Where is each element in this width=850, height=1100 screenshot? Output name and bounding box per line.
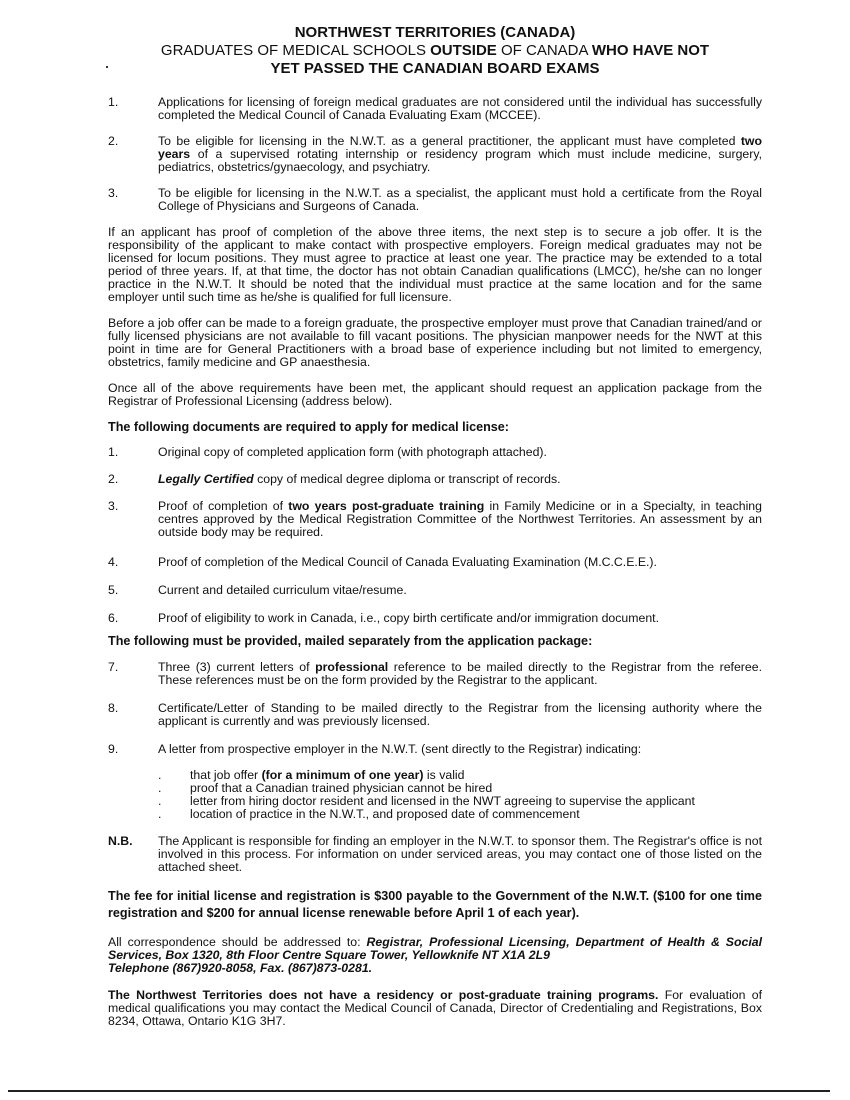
intro-item: 3. To be eligible for licensing in the N.W.T. as a specialist, the applicant must hold a certificate from the Royal College of Physicians and Surgeons of Canada. [108,186,762,213]
closing-statement: The Northwest Territories does not have a residency or post-graduate training programs. For evaluation of medical qualifications you may contact the Medical Council of Canada, Director of Credentialing and Registrations, Box 8234, Ottawa, Ontario K1G 3H7. [108,988,762,1028]
bullet-item: . that job offer (for a minimum of one year) is valid [158,768,465,782]
document-item: 1. Original copy of completed application form (with photograph attached). [108,445,547,459]
document-item: 2. Legally Certified copy of medical degree diploma or transcript of records. [108,472,561,486]
document-item: 6. Proof of eligibility to work in Canada, i.e., copy birth certificate and/or immigration document. [108,611,659,625]
mail-item: 9. A letter from prospective employer in the N.W.T. (sent directly to the Registrar) indicating: [108,742,642,756]
bullet-item: . location of practice in the N.W.T., and proposed date of commencement [158,807,580,821]
intro-item: 2. To be eligible for licensing in the N.W.T. as a general practitioner, the applicant must have completed two years of a supervised rotating internship or residency program which must include medicine, surgery, pediatrics, obstetrics/gynaecology, and psychiatry. [108,134,762,174]
footer-rule [8,1090,830,1092]
bullet-item: . letter from hiring doctor resident and licensed in the NWT agreeing to supervise the applicant [158,794,695,808]
mail-item: 7. Three (3) current letters of professional reference to be mailed directly to the Registrar from the referee. These references must be on the form provided by the Registrar to the applicant. [108,660,762,687]
paragraph: Once all of the above requirements have been met, the applicant should request an application package from the Registrar of Professional Licensing (address below). [108,381,762,408]
fee-statement: The fee for initial license and registration is $300 payable to the Government of the N.W.T. ($100 for one time registration and $200 for annual license renewable before April 1 of each year). [108,889,762,920]
document-item: 4. Proof of completion of the Medical Council of Canada Evaluating Examination (M.C.C.E.E.). [108,555,657,569]
paragraph: If an applicant has proof of completion of the above three items, the next step is to secure a job offer. It is the responsibility of the applicant to make contact with prospective employers. Foreign medical graduates may not be licensed for locum positions. They must agree to practice at least one year. The practice may be extended to a total period of three years. If, at that time, the doctor has not obtain Canadian qualifications (LMCC), he/she can no longer practice in the N.W.T. It should be noted that the individual must practice at the same location and for the same employer until such time as he/she is qualified for full licensure. [108,225,762,304]
document-item: 5. Current and detailed curriculum vitae/resume. [108,583,407,597]
title-line-1: NORTHWEST TERRITORIES (CANADA) [294,24,576,41]
correspondence: All correspondence should be addressed to: Registrar, Professional Licensing, Department of Health & Social Services, Box 1320, 8th Floor Centre Square Tower, Yellowknife NT X1A 2L9 Telephone (867)920-8058, Fax. (867)873-0281. [108,935,762,975]
bullet-item: . proof that a Canadian trained physician cannot be hired [158,781,493,795]
paragraph: Before a job offer can be made to a foreign graduate, the prospective employer must prove that Canadian trained/and or fully licensed physicians are not available to fill vacant positions. The physician manpower needs for the NWT at this point in time are for General Practitioners with a broad base of experience including but not limited to emergency, obstetrics, family medicine and GP anaesthesia. [108,316,762,369]
letter-body [108,24,762,1028]
mail-item: 8. Certificate/Letter of Standing to be mailed directly to the Registrar from the licensing authority where the applicant is currently and was previously licensed. [108,701,762,728]
title-line-3: YET PASSED THE CANADIAN BOARD EXAMS [270,60,600,77]
document-title [108,24,762,78]
nb-note: N.B. The Applicant is responsible for finding an employer in the N.W.T. to sponsor them. The Registrar's office is not involved in this process. For information on under serviced areas, you may contact one of those listed on the attached sheet. [108,834,762,874]
scan-speck [106,66,108,68]
title-line-2: GRADUATES OF MEDICAL SCHOOLS OUTSIDE OF CANADA WHO HAVE NOT [160,42,710,59]
documents-heading: The following documents are required to apply for medical license: [108,420,509,434]
mailed-heading: The following must be provided, mailed separately from the application package: [108,634,593,648]
intro-item: 1. Applications for licensing of foreign medical graduates are not considered until the individual has successfully completed the Medical Council of Canada Evaluating Exam (MCCEE). [108,95,762,122]
document-item: 3. Proof of completion of two years post-graduate training in Family Medicine or in a Specialty, in teaching centres approved by the Medical Registration Committee of the Northwest Territories. An assessment by an outside body may be required. [108,499,762,539]
